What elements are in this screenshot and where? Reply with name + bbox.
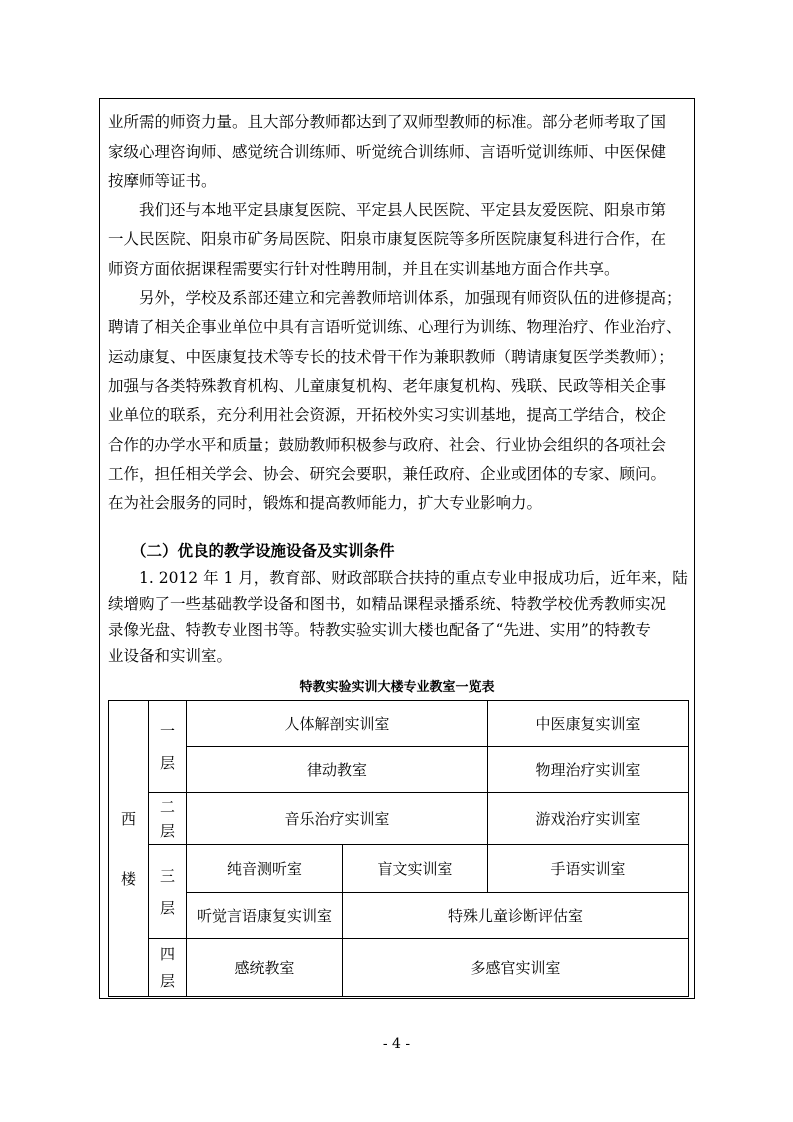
body-line: 聘请了相关企事业单位中具有言语听觉训练、心理行为训练、物理治疗、作业治疗、 xyxy=(108,318,682,336)
floor-cell-4 xyxy=(149,939,187,997)
floor-char: 层 xyxy=(159,971,175,990)
room-cell: 中医康复实训室 xyxy=(488,701,689,747)
body-line: 合作的办学水平和质量；鼓励教师积极参与政府、社会、行业协会组织的各项社会 xyxy=(108,436,667,454)
table-row xyxy=(109,939,689,997)
building-char: 楼 xyxy=(120,869,136,888)
classroom-table xyxy=(108,700,689,997)
floor-char: 层 xyxy=(159,821,175,840)
body-line: 师资方面依据课程需要实行针对性聘用制，并且在实训基地方面合作共享。 xyxy=(108,260,620,278)
body-line: 按摩师等证书。 xyxy=(108,172,217,190)
floor-char: 二 xyxy=(159,797,175,816)
room-cell: 物理治疗实训室 xyxy=(488,747,689,793)
table-title: 特教实验实训大楼专业教室一览表 xyxy=(299,680,495,695)
floor-char: 一 xyxy=(159,721,175,740)
room-cell: 音乐治疗实训室 xyxy=(187,793,488,845)
floor-cell-2 xyxy=(149,793,187,845)
body-line: 另外，学校及系部还建立和完善教师培训体系，加强现有师资队伍的进修提高； xyxy=(139,289,682,307)
floor-char: 四 xyxy=(159,944,175,963)
room-cell: 人体解剖实训室 xyxy=(187,701,488,747)
page-number: - 4 - xyxy=(382,1036,411,1052)
body-line: 加强与各类特殊教育机构、儿童康复机构、老年康复机构、残联、民政等相关企事 xyxy=(108,377,667,395)
body-line: 工作，担任相关学会、协会、研究会要职，兼任政府、企业或团体的专家、顾问。 xyxy=(108,465,667,483)
section-line: 录像光盘、特教专业图书等。特教实验实训大楼也配备了“先进、实用”的特教专 xyxy=(108,621,651,639)
building-cell xyxy=(109,701,149,997)
table-row xyxy=(109,845,689,893)
table-row xyxy=(109,747,689,793)
body-line: 业所需的师资力量。且大部分教师都达到了双师型教师的标准。部分老师考取了国 xyxy=(108,113,667,131)
section-line: 1. 2012 年 1 月，教育部、财政部联合扶持的重点专业申报成功后，近年来，陆 xyxy=(139,569,688,587)
body-line: 家级心理咨询师、感觉统合训练师、听觉统合训练师、言语听觉训练师、中医保健 xyxy=(108,143,667,161)
floor-char: 层 xyxy=(159,898,175,917)
section-line: 业设备和实训室。 xyxy=(108,647,233,665)
table-row xyxy=(109,893,689,939)
room-cell: 盲文实训室 xyxy=(343,845,488,893)
room-cell: 多感官实训室 xyxy=(343,939,689,997)
body-line: 业单位的联系，充分利用社会资源，开拓校外实习实训基地，提高工学结合，校企 xyxy=(108,406,667,424)
table-row xyxy=(109,793,689,845)
floor-cell-3 xyxy=(149,845,187,939)
body-line: 一人民医院、阳泉市矿务局医院、阳泉市康复医院等多所医院康复科进行合作，在 xyxy=(108,230,667,248)
room-cell: 感统教室 xyxy=(187,939,343,997)
room-cell: 听觉言语康复实训室 xyxy=(187,893,343,939)
floor-char: 三 xyxy=(159,866,175,885)
room-cell: 律动教室 xyxy=(187,747,488,793)
floor-char: 层 xyxy=(159,753,175,772)
room-cell: 纯音测听室 xyxy=(187,845,343,893)
room-cell: 游戏治疗实训室 xyxy=(488,793,689,845)
section-line: 续增购了一些基础教学设备和图书，如精品课程录播系统、特教学校优秀教师实况 xyxy=(108,595,667,613)
section-heading: （二）优良的教学设施设备及实训条件 xyxy=(131,542,395,560)
floor-cell-1 xyxy=(149,701,187,793)
body-line: 在为社会服务的同时，锻炼和提高教师能力，扩大专业影响力。 xyxy=(108,494,543,512)
room-cell: 手语实训室 xyxy=(488,845,689,893)
body-line: 我们还与本地平定县康复医院、平定县人民医院、平定县友爱医院、阳泉市第 xyxy=(139,201,667,219)
table-row xyxy=(109,701,689,747)
building-char: 西 xyxy=(120,809,136,828)
room-cell: 特殊儿童诊断评估室 xyxy=(343,893,689,939)
body-line: 运动康复、中医康复技术等专长的技术骨干作为兼职教师（聘请康复医学类教师）； xyxy=(108,348,674,366)
